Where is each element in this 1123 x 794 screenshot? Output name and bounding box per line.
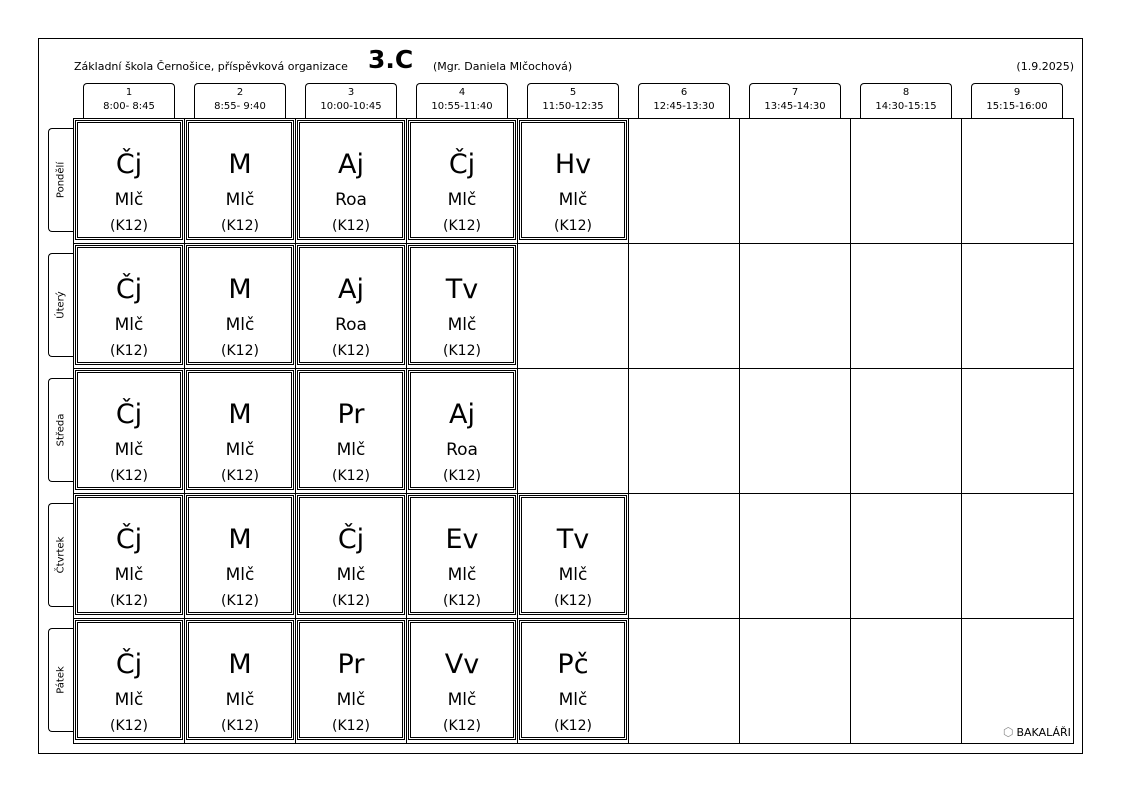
lesson-cell[interactable] <box>75 495 183 615</box>
lesson-subject: M <box>228 149 252 180</box>
day-name: Čtvrtek <box>55 536 67 574</box>
lesson-teacher: Mlč <box>114 440 144 460</box>
lesson-cell[interactable] <box>297 120 405 240</box>
lesson-subject: Čj <box>115 399 143 430</box>
lesson-teacher: Mlč <box>336 565 366 585</box>
period-time: 13:45-14:30 <box>764 101 826 112</box>
period-header <box>749 83 841 118</box>
lesson-subject: Aj <box>338 149 364 180</box>
period-header <box>83 83 175 118</box>
period-time: 12:45-13:30 <box>653 101 715 112</box>
lesson-room: (K12) <box>332 468 370 484</box>
lesson-teacher: Mlč <box>447 315 477 335</box>
lesson-room: (K12) <box>110 218 148 234</box>
grid-column-line <box>739 118 740 744</box>
period-header <box>638 83 730 118</box>
lesson-teacher: Roa <box>335 190 367 210</box>
lesson-room: (K12) <box>221 218 259 234</box>
period-time: 10:55-11:40 <box>431 101 493 112</box>
lesson-subject: Aj <box>338 274 364 305</box>
day-header <box>48 628 73 732</box>
lesson-teacher: Mlč <box>114 190 144 210</box>
lesson-subject: M <box>228 649 252 680</box>
day-name: Pondělí <box>55 161 67 199</box>
period-time: 15:15-16:00 <box>986 101 1048 112</box>
lesson-room: (K12) <box>332 343 370 359</box>
lesson-cell[interactable] <box>297 620 405 740</box>
period-number: 5 <box>569 87 577 98</box>
period-time: 8:00- 8:45 <box>103 101 155 112</box>
lesson-subject: Čj <box>115 524 143 555</box>
lesson-room: (K12) <box>554 593 592 609</box>
day-header <box>48 128 73 232</box>
lesson-subject: Tv <box>556 524 590 555</box>
lesson-room: (K12) <box>332 593 370 609</box>
lesson-subject: Ev <box>445 524 479 555</box>
lesson-room: (K12) <box>554 218 592 234</box>
lesson-cell[interactable] <box>408 495 516 615</box>
lesson-teacher: Mlč <box>225 440 255 460</box>
period-time: 8:55- 9:40 <box>214 101 266 112</box>
grid-column-line <box>628 118 629 744</box>
period-number: 2 <box>236 87 244 98</box>
lesson-teacher: Roa <box>446 440 478 460</box>
lesson-subject: Pč <box>557 649 589 680</box>
lesson-room: (K12) <box>443 593 481 609</box>
period-header <box>971 83 1063 118</box>
lesson-cell[interactable] <box>297 370 405 490</box>
lesson-cell[interactable] <box>408 370 516 490</box>
class-name: 3.C <box>368 45 414 74</box>
period-number: 8 <box>902 87 910 98</box>
lesson-subject: M <box>228 524 252 555</box>
period-number: 9 <box>1013 87 1021 98</box>
lesson-teacher: Mlč <box>225 690 255 710</box>
lesson-cell[interactable] <box>75 120 183 240</box>
bakalari-logo <box>1003 725 1071 739</box>
period-header <box>860 83 952 118</box>
grid-row-line <box>73 368 1074 369</box>
lesson-subject: M <box>228 274 252 305</box>
lesson-teacher: Mlč <box>558 690 588 710</box>
lesson-cell[interactable] <box>186 245 294 365</box>
lesson-teacher: Mlč <box>225 315 255 335</box>
lesson-cell[interactable] <box>75 370 183 490</box>
grid-column-line <box>517 118 518 744</box>
lesson-cell[interactable] <box>75 620 183 740</box>
period-time: 14:30-15:15 <box>875 101 937 112</box>
lesson-room: (K12) <box>332 718 370 734</box>
period-number: 4 <box>458 87 466 98</box>
lesson-subject: Pr <box>337 399 365 430</box>
grid-row-line <box>73 493 1074 494</box>
brand-text: BAKALÁŘI <box>1016 726 1071 739</box>
lesson-room: (K12) <box>221 343 259 359</box>
lesson-room: (K12) <box>443 218 481 234</box>
lesson-subject: Čj <box>115 149 143 180</box>
lesson-teacher: Mlč <box>114 565 144 585</box>
period-time: 11:50-12:35 <box>542 101 604 112</box>
lesson-subject: Hv <box>554 149 592 180</box>
period-header <box>527 83 619 118</box>
period-number: 3 <box>347 87 355 98</box>
lesson-cell[interactable] <box>186 370 294 490</box>
lesson-subject: Čj <box>115 274 143 305</box>
lesson-room: (K12) <box>332 218 370 234</box>
lesson-cell[interactable] <box>519 620 627 740</box>
period-header <box>194 83 286 118</box>
lesson-subject: Vv <box>444 649 480 680</box>
lesson-room: (K12) <box>221 468 259 484</box>
grid-column-line <box>184 118 185 744</box>
grid-row-line <box>73 243 1074 244</box>
lesson-teacher: Mlč <box>558 565 588 585</box>
lesson-cell[interactable] <box>297 245 405 365</box>
day-header <box>48 378 73 482</box>
lesson-cell[interactable] <box>408 620 516 740</box>
period-time: 10:00-10:45 <box>320 101 382 112</box>
period-number: 7 <box>791 87 799 98</box>
lesson-teacher: Mlč <box>114 690 144 710</box>
grid-row-line <box>73 618 1074 619</box>
grid-column-line <box>295 118 296 744</box>
lesson-teacher: Mlč <box>225 190 255 210</box>
lesson-room: (K12) <box>443 468 481 484</box>
lesson-cell[interactable] <box>408 245 516 365</box>
lesson-room: (K12) <box>443 343 481 359</box>
lesson-teacher: Roa <box>335 315 367 335</box>
lesson-room: (K12) <box>554 718 592 734</box>
lesson-room: (K12) <box>110 468 148 484</box>
day-header <box>48 503 73 607</box>
lesson-room: (K12) <box>221 593 259 609</box>
lesson-room: (K12) <box>110 343 148 359</box>
lesson-cell[interactable] <box>186 120 294 240</box>
day-name: Středa <box>55 413 67 447</box>
lesson-teacher: Mlč <box>336 440 366 460</box>
lesson-subject: Pr <box>337 649 365 680</box>
lesson-teacher: Mlč <box>447 690 477 710</box>
lesson-subject: Čj <box>337 524 365 555</box>
grid-column-line <box>406 118 407 744</box>
period-number: 6 <box>680 87 688 98</box>
lesson-teacher: Mlč <box>336 690 366 710</box>
lesson-subject: Tv <box>445 274 479 305</box>
lesson-teacher: Mlč <box>558 190 588 210</box>
lesson-subject: M <box>228 399 252 430</box>
lesson-cell[interactable] <box>519 495 627 615</box>
lesson-cell[interactable] <box>297 495 405 615</box>
lesson-cell[interactable] <box>75 245 183 365</box>
period-number: 1 <box>125 87 133 98</box>
lesson-teacher: Mlč <box>225 565 255 585</box>
grid-column-line <box>961 118 962 744</box>
lesson-teacher: Mlč <box>447 190 477 210</box>
lesson-teacher: Mlč <box>114 315 144 335</box>
period-header <box>416 83 508 118</box>
lesson-room: (K12) <box>443 718 481 734</box>
bakalari-logo-icon: ⬡ <box>1003 725 1014 739</box>
class-teacher: (Mgr. Daniela Mlčochová) <box>433 60 573 73</box>
lesson-room: (K12) <box>110 593 148 609</box>
lesson-subject: Čj <box>448 149 476 180</box>
lesson-cell[interactable] <box>408 120 516 240</box>
grid-column-line <box>850 118 851 744</box>
day-name: Úterý <box>55 291 67 319</box>
lesson-cell[interactable] <box>186 495 294 615</box>
school-name: Základní škola Černošice, příspěvková organizace <box>74 60 348 73</box>
period-header <box>305 83 397 118</box>
day-name: Pátek <box>55 666 67 694</box>
valid-date: (1.9.2025) <box>1016 60 1074 73</box>
lesson-cell[interactable] <box>519 120 627 240</box>
lesson-room: (K12) <box>110 718 148 734</box>
lesson-subject: Čj <box>115 649 143 680</box>
lesson-teacher: Mlč <box>447 565 477 585</box>
lesson-subject: Aj <box>449 399 475 430</box>
day-header <box>48 253 73 357</box>
lesson-room: (K12) <box>221 718 259 734</box>
lesson-cell[interactable] <box>186 620 294 740</box>
